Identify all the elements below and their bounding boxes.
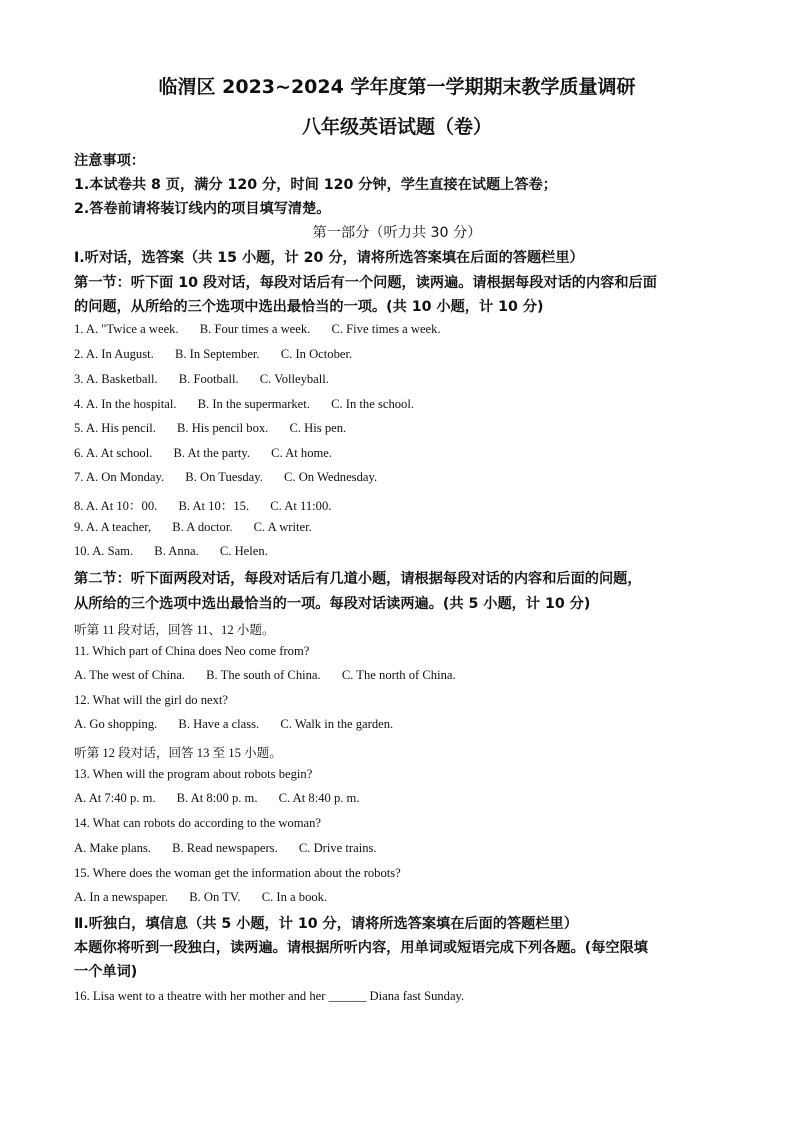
q9-option-a: 9. A. A teacher, (74, 520, 152, 534)
question-1 (74, 322, 441, 337)
q3-option-a: 3. A. Basketball. (74, 372, 158, 386)
q7-option-a: 7. A. On Monday. (74, 470, 165, 484)
q15-option-a: A. In a newspaper. (74, 890, 169, 904)
question-13-options (74, 791, 359, 806)
question-16: 16. Lisa went to a theatre with her mother and her ______ Diana fast Sunday. (74, 989, 465, 1003)
question-2 (74, 347, 352, 362)
exam-subtitle: 八年级英语试题（卷） (301, 116, 492, 138)
q4-option-b: B. In the supermarket. (197, 397, 310, 411)
section-ii-heading: Ⅱ.听独白，填信息（共 5 小题，计 10 分，请将所选答案填在后面的答题栏里） (74, 916, 578, 932)
q11-option-a: A. The west of China. (74, 668, 185, 682)
q7-option-c: C. On Wednesday. (284, 470, 378, 484)
q1-option-a: 1. A. "Twice a week. (74, 322, 179, 336)
q9-option-b: B. A doctor. (172, 520, 233, 534)
q2-option-c: C. In October. (280, 347, 353, 361)
question-6 (74, 446, 332, 461)
section1-instruction-2: 的问题，从所给的三个选项中选出最恰当的一项。(共 10 小题，计 10 分) (74, 299, 544, 315)
q5-option-b: B. His pencil box. (177, 421, 269, 435)
q4-option-a: 4. A. In the hospital. (74, 397, 177, 411)
notes-heading: 注意事项： (74, 153, 145, 169)
question-7 (74, 470, 377, 485)
q13-option-a: A. At 7:40 p. m. (74, 791, 156, 805)
q4-option-c: C. In the school. (331, 397, 414, 411)
q12-option-b: B. Have a class. (178, 717, 260, 731)
question-14-stem: 14. What can robots do according to the woman? (74, 816, 322, 830)
question-3 (74, 372, 329, 387)
q5-option-c: C. His pen. (289, 421, 347, 435)
section2-instruction-1: 第二节：听下面两段对话，每段对话后有几道小题，请根据每段对话的内容和后面的问题， (74, 571, 642, 587)
q10-option-c: C. Helen. (219, 544, 268, 558)
section-i-heading: Ⅰ.听对话，选答案（共 15 小题，计 20 分，请将所选答案填在后面的答题栏里） (74, 250, 584, 266)
q15-option-c: C. In a book. (261, 890, 328, 904)
q1-option-c: C. Five times a week. (331, 322, 441, 336)
q11-option-b: B. The south of China. (206, 668, 321, 682)
q5-option-a: 5. A. His pencil. (74, 421, 156, 435)
section-ii-instruction-1: 本题你将听到一段独白，读两遍。请根据所听内容，用单词或短语完成下列各题。(每空限填 (74, 940, 648, 956)
question-10 (74, 544, 268, 559)
question-5 (74, 421, 346, 436)
q6-option-b: B. At the party. (173, 446, 251, 460)
question-12-stem: 12. What will the girl do next? (74, 693, 229, 707)
q12-option-c: C. Walk in the garden. (280, 717, 394, 731)
q3-option-b: B. Football. (178, 372, 239, 386)
question-11-stem: 11. Which part of China does Neo come from? (74, 644, 310, 658)
exam-title: 临渭区 2023~2024 学年度第一学期期末教学质量调研 (158, 76, 636, 98)
q14-option-b: B. Read newspapers. (172, 841, 278, 855)
q10-option-b: B. Anna. (154, 544, 199, 558)
q2-option-a: 2. A. In August. (74, 347, 154, 361)
notes-line-1: 1.本试卷共 8 页，满分 120 分，时间 120 分钟，学生直接在试题上答卷； (74, 177, 557, 193)
q7-option-b: B. On Tuesday. (185, 470, 263, 484)
section2-instruction-2: 从所给的三个选项中选出最恰当的一项。每段对话读两遍。(共 5 小题，计 10 分) (74, 596, 591, 612)
question-15-options (74, 890, 327, 905)
question-8 (74, 495, 331, 514)
q10-option-a: 10. A. Sam. (74, 544, 134, 558)
question-9 (74, 520, 312, 535)
q1-option-b: B. Four times a week. (199, 322, 311, 336)
notes-line-2: 2.答卷前请将装订线内的项目填写清楚。 (74, 201, 331, 217)
question-14-options (74, 841, 377, 856)
q14-option-a: A. Make plans. (74, 841, 151, 855)
q14-option-c: C. Drive trains. (298, 841, 377, 855)
section1-instruction-1: 第一节：听下面 10 段对话，每段对话后有一个问题，读两遍。请根据每段对话的内容和后面 (74, 275, 657, 291)
q3-option-c: C. Volleyball. (259, 372, 329, 386)
q15-option-b: B. On TV. (189, 890, 241, 904)
q8-option-b: B. At 10：15. (178, 499, 250, 513)
q13-option-b: B. At 8:00 p. m. (176, 791, 258, 805)
part1-heading: 第一部分（听力共 30 分） (312, 225, 482, 241)
q11-option-c: C. The north of China. (341, 668, 456, 682)
q12-option-a: A. Go shopping. (74, 717, 158, 731)
question-4 (74, 397, 414, 412)
q2-option-b: B. In September. (174, 347, 260, 361)
section-ii-instruction-2: 一个单词) (74, 964, 138, 980)
q8-option-c: C. At 11:00. (270, 499, 332, 513)
q6-option-a: 6. A. At school. (74, 446, 153, 460)
q6-option-c: C. At home. (271, 446, 333, 460)
question-13-stem: 13. When will the program about robots begin? (74, 767, 313, 781)
q13-option-c: C. At 8:40 p. m. (278, 791, 360, 805)
q9-option-c: C. A writer. (253, 520, 312, 534)
question-12-options (74, 717, 393, 732)
dialog-12-heading: 听第 12 段对话，回答 13 至 15 小题。 (74, 746, 282, 760)
question-11-options (74, 668, 456, 683)
q8-option-a: 8. A. At 10：00. (74, 499, 158, 513)
dialog-11-heading: 听第 11 段对话，回答 11、12 小题。 (74, 623, 275, 637)
question-15-stem: 15. Where does the woman get the information about the robots? (74, 866, 401, 880)
